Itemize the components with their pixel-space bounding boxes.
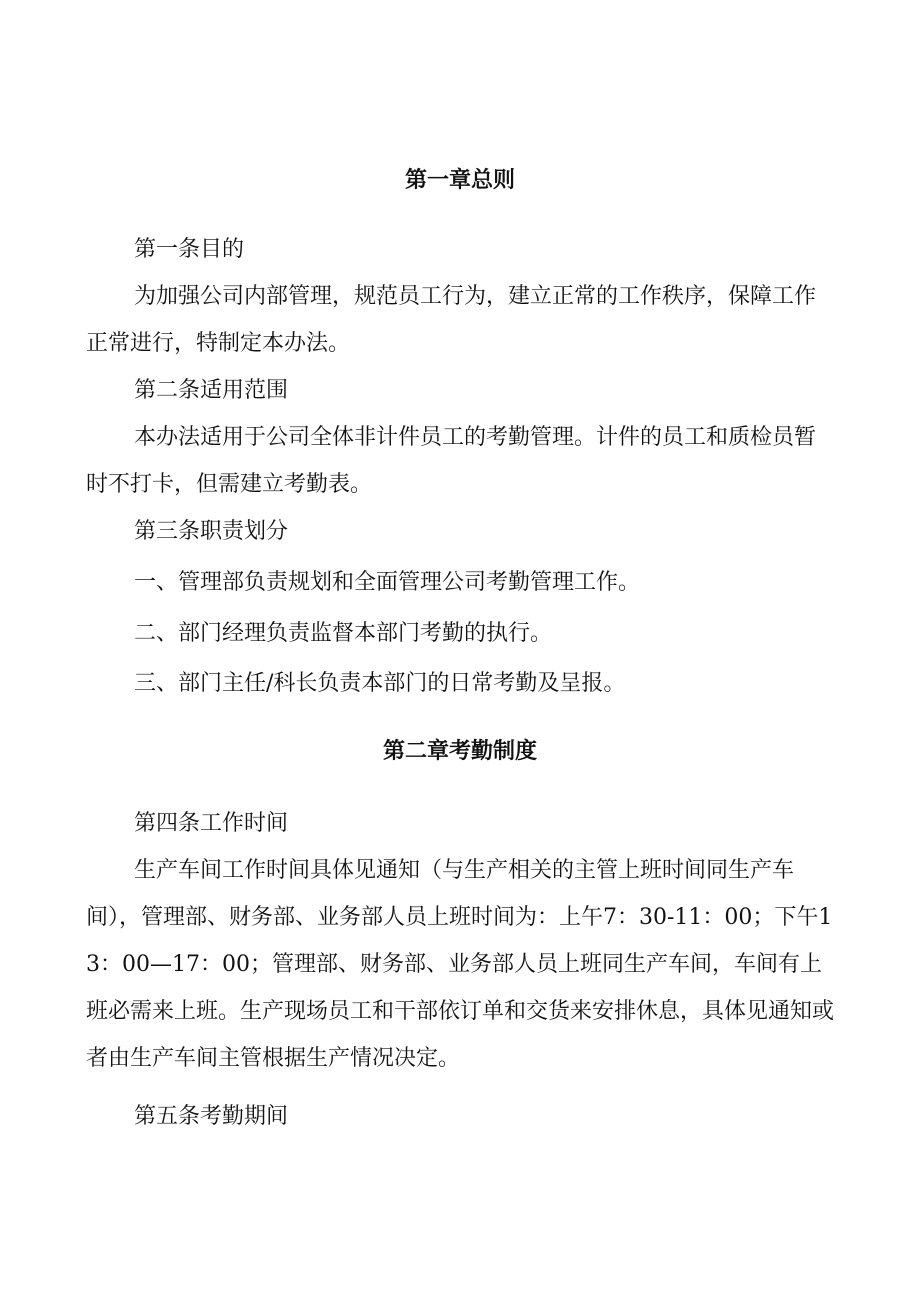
article-1-body: 为加强公司内部管理，规范员工行为，建立正常的工作秩序，保障工作正常进行，特制定本办法。 — [86, 284, 817, 356]
article-2-body: 本办法适用于公司全体非计件员工的考勤管理。计件的员工和质检员暂时不打卡，但需建立考勤表。 — [86, 425, 817, 497]
chapter-2-title: 第二章考勤制度 — [382, 738, 537, 764]
article-4-title: 第四条工作时间 — [134, 811, 289, 836]
article-5-title: 第五条考勤期间 — [134, 1104, 289, 1129]
article-3-item-1: 一、管理部负责规划和全面管理公司考勤管理工作。 — [134, 570, 641, 595]
article-3-title: 第三条职责划分 — [134, 519, 289, 544]
chapter-1-title: 第一章总则 — [404, 167, 515, 193]
article-3-item-2: 二、部门经理负责监督本部门考勤的执行。 — [134, 621, 553, 646]
article-4-body: 生产车间工作时间具体见通知（与生产相关的主管上班时间同生产车间），管理部、财务部、业务部人员上班时间为：上午7：30-11：00；下午13：00—17：00；管理部、财务部、业务部人员上班同生产车间，车间有上班必需来上班。生产现场员工和干部依订单和交货来安排休息，具体见通知或者由生产车间主管根据生产情况决定。 — [86, 858, 835, 1071]
article-1-title: 第一条目的 — [134, 237, 245, 262]
article-2-title: 第二条适用范围 — [134, 378, 289, 403]
article-3-item-3: 三、部门主任/科长负责本部门的日常考勤及呈报。 — [134, 671, 626, 696]
